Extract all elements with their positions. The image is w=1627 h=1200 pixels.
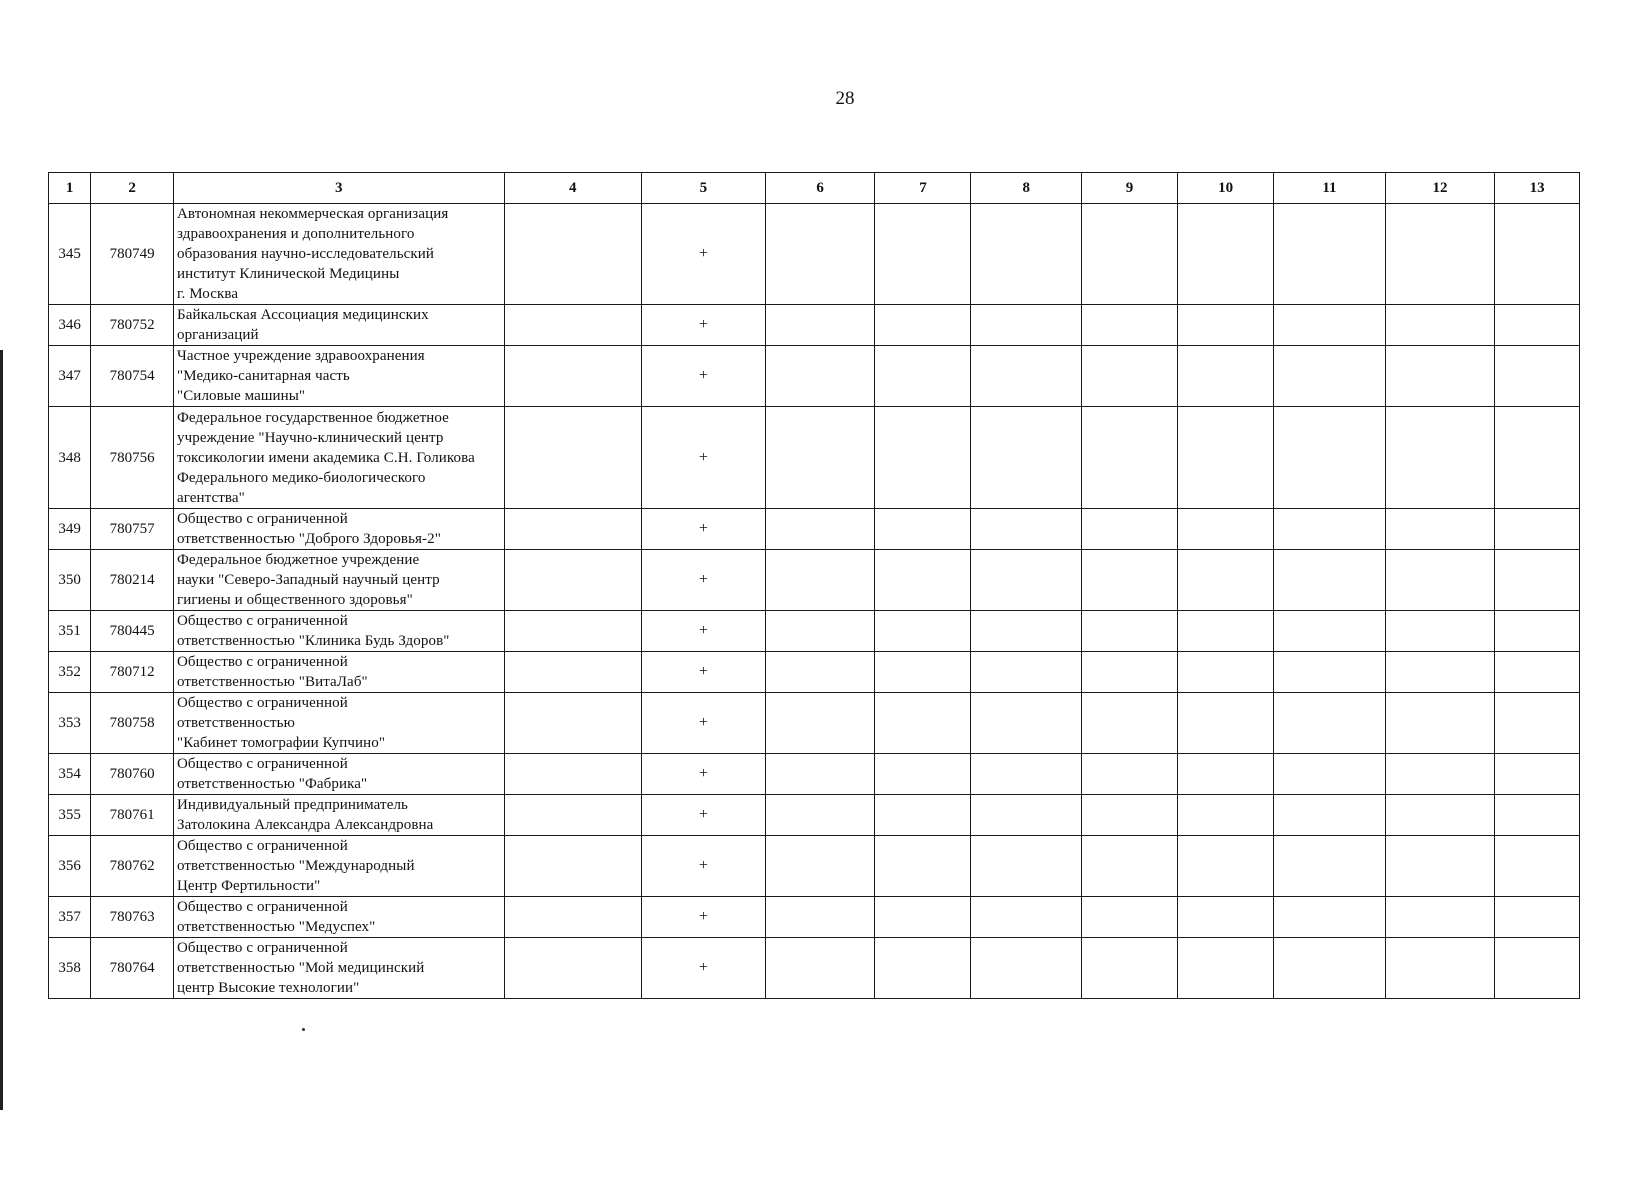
column-8-cell	[971, 407, 1082, 509]
column-13-cell	[1495, 938, 1580, 999]
column-12-cell	[1385, 611, 1495, 652]
column-11-cell	[1274, 204, 1386, 305]
column-10-cell	[1178, 305, 1274, 346]
column-7-cell	[875, 346, 971, 407]
column-12-cell	[1385, 938, 1495, 999]
column-8-cell	[971, 938, 1082, 999]
table-row	[49, 611, 1580, 652]
column-4-cell	[504, 693, 641, 754]
organization-name-cell: Федеральное государственное бюджетное учреждение "Научно-клинический центр токсикологии имени академика С.Н. Голикова Федерального медико-биологического агентства"	[173, 407, 504, 509]
column-4-cell	[504, 611, 641, 652]
column-9-cell	[1082, 836, 1178, 897]
row-code-cell: 780761	[91, 795, 174, 836]
column-12-cell	[1385, 550, 1495, 611]
scan-speck	[302, 1028, 305, 1031]
table-row	[49, 693, 1580, 754]
column-5-mark-cell: +	[641, 897, 765, 938]
table-row	[49, 305, 1580, 346]
column-11-cell	[1274, 550, 1386, 611]
organization-name-cell: Общество с ограниченной ответственностью "Кабинет томографии Купчино"	[173, 693, 504, 754]
column-9-cell	[1082, 550, 1178, 611]
row-code-cell: 780756	[91, 407, 174, 509]
row-number-cell: 349	[49, 509, 91, 550]
column-header-4: 4	[504, 173, 641, 204]
table-row	[49, 795, 1580, 836]
column-9-cell	[1082, 611, 1178, 652]
column-7-cell	[875, 836, 971, 897]
table-row	[49, 346, 1580, 407]
column-5-mark-cell: +	[641, 611, 765, 652]
column-6-cell	[765, 407, 875, 509]
column-header-10: 10	[1178, 173, 1274, 204]
column-8-cell	[971, 305, 1082, 346]
column-10-cell	[1178, 611, 1274, 652]
column-10-cell	[1178, 754, 1274, 795]
column-12-cell	[1385, 305, 1495, 346]
column-13-cell	[1495, 754, 1580, 795]
column-12-cell	[1385, 836, 1495, 897]
table-body	[49, 204, 1580, 999]
column-12-cell	[1385, 693, 1495, 754]
row-number-cell: 348	[49, 407, 91, 509]
column-5-mark-cell: +	[641, 509, 765, 550]
organization-name-cell: Общество с ограниченной ответственностью "Мой медицинский центр Высокие технологии"	[173, 938, 504, 999]
column-4-cell	[504, 652, 641, 693]
organization-name-cell: Автономная некоммерческая организация здравоохранения и дополнительного образования научно-исследовательский институт Клинической Медицины г. Москва	[173, 204, 504, 305]
column-8-cell	[971, 652, 1082, 693]
column-5-mark-cell: +	[641, 550, 765, 611]
column-10-cell	[1178, 550, 1274, 611]
column-6-cell	[765, 938, 875, 999]
row-code-cell: 780762	[91, 836, 174, 897]
column-8-cell	[971, 693, 1082, 754]
row-code-cell: 780763	[91, 897, 174, 938]
organization-name-cell: Общество с ограниченной ответственностью "Медуспех"	[173, 897, 504, 938]
table-row	[49, 754, 1580, 795]
column-4-cell	[504, 305, 641, 346]
column-13-cell	[1495, 346, 1580, 407]
column-4-cell	[504, 795, 641, 836]
row-code-cell: 780760	[91, 754, 174, 795]
column-10-cell	[1178, 509, 1274, 550]
row-number-cell: 353	[49, 693, 91, 754]
column-7-cell	[875, 652, 971, 693]
column-9-cell	[1082, 305, 1178, 346]
column-6-cell	[765, 836, 875, 897]
column-12-cell	[1385, 407, 1495, 509]
organization-name-cell: Общество с ограниченной ответственностью "Клиника Будь Здоров"	[173, 611, 504, 652]
registry-table	[48, 172, 1580, 999]
column-9-cell	[1082, 407, 1178, 509]
column-11-cell	[1274, 754, 1386, 795]
column-header-11: 11	[1274, 173, 1386, 204]
column-8-cell	[971, 836, 1082, 897]
page-number: 28	[835, 88, 855, 109]
column-header-5: 5	[641, 173, 765, 204]
column-9-cell	[1082, 204, 1178, 305]
column-10-cell	[1178, 693, 1274, 754]
row-code-cell: 780754	[91, 346, 174, 407]
table-row	[49, 836, 1580, 897]
table-row	[49, 897, 1580, 938]
column-11-cell	[1274, 652, 1386, 693]
row-number-cell: 358	[49, 938, 91, 999]
column-13-cell	[1495, 204, 1580, 305]
column-9-cell	[1082, 509, 1178, 550]
organization-name-cell: Общество с ограниченной ответственностью "Международный Центр Фертильности"	[173, 836, 504, 897]
organization-name-cell: Байкальская Ассоциация медицинских организаций	[173, 305, 504, 346]
column-12-cell	[1385, 652, 1495, 693]
column-13-cell	[1495, 836, 1580, 897]
column-7-cell	[875, 897, 971, 938]
organization-name-cell: Общество с ограниченной ответственностью "Доброго Здоровья-2"	[173, 509, 504, 550]
column-4-cell	[504, 938, 641, 999]
column-11-cell	[1274, 897, 1386, 938]
column-13-cell	[1495, 795, 1580, 836]
column-4-cell	[504, 897, 641, 938]
column-13-cell	[1495, 611, 1580, 652]
column-9-cell	[1082, 795, 1178, 836]
column-7-cell	[875, 407, 971, 509]
column-7-cell	[875, 204, 971, 305]
column-header-9: 9	[1082, 173, 1178, 204]
column-13-cell	[1495, 550, 1580, 611]
column-10-cell	[1178, 346, 1274, 407]
column-12-cell	[1385, 204, 1495, 305]
column-4-cell	[504, 754, 641, 795]
column-5-mark-cell: +	[641, 795, 765, 836]
column-4-cell	[504, 204, 641, 305]
organization-name-cell: Частное учреждение здравоохранения "Медико-санитарная часть "Силовые машины"	[173, 346, 504, 407]
column-6-cell	[765, 754, 875, 795]
column-7-cell	[875, 693, 971, 754]
column-11-cell	[1274, 509, 1386, 550]
column-9-cell	[1082, 938, 1178, 999]
column-13-cell	[1495, 509, 1580, 550]
column-6-cell	[765, 305, 875, 346]
column-header-1: 1	[49, 173, 91, 204]
row-code-cell: 780214	[91, 550, 174, 611]
column-9-cell	[1082, 693, 1178, 754]
column-8-cell	[971, 550, 1082, 611]
column-6-cell	[765, 897, 875, 938]
column-10-cell	[1178, 938, 1274, 999]
column-7-cell	[875, 509, 971, 550]
column-5-mark-cell: +	[641, 693, 765, 754]
column-6-cell	[765, 693, 875, 754]
column-6-cell	[765, 652, 875, 693]
column-header-3: 3	[173, 173, 504, 204]
column-8-cell	[971, 611, 1082, 652]
column-13-cell	[1495, 652, 1580, 693]
column-8-cell	[971, 795, 1082, 836]
column-8-cell	[971, 509, 1082, 550]
column-12-cell	[1385, 795, 1495, 836]
row-number-cell: 354	[49, 754, 91, 795]
row-code-cell: 780757	[91, 509, 174, 550]
row-code-cell: 780445	[91, 611, 174, 652]
column-9-cell	[1082, 346, 1178, 407]
column-11-cell	[1274, 305, 1386, 346]
column-4-cell	[504, 509, 641, 550]
table-row	[49, 509, 1580, 550]
column-9-cell	[1082, 652, 1178, 693]
column-11-cell	[1274, 795, 1386, 836]
table-row	[49, 204, 1580, 305]
column-7-cell	[875, 550, 971, 611]
column-12-cell	[1385, 346, 1495, 407]
column-7-cell	[875, 611, 971, 652]
column-10-cell	[1178, 407, 1274, 509]
column-7-cell	[875, 795, 971, 836]
row-code-cell: 780764	[91, 938, 174, 999]
row-code-cell: 780752	[91, 305, 174, 346]
column-5-mark-cell: +	[641, 204, 765, 305]
column-6-cell	[765, 795, 875, 836]
column-9-cell	[1082, 754, 1178, 795]
column-10-cell	[1178, 836, 1274, 897]
column-6-cell	[765, 346, 875, 407]
column-6-cell	[765, 550, 875, 611]
header-row	[49, 173, 1580, 204]
column-11-cell	[1274, 836, 1386, 897]
column-5-mark-cell: +	[641, 652, 765, 693]
table-row	[49, 407, 1580, 509]
column-11-cell	[1274, 346, 1386, 407]
column-10-cell	[1178, 897, 1274, 938]
row-number-cell: 346	[49, 305, 91, 346]
column-5-mark-cell: +	[641, 407, 765, 509]
column-12-cell	[1385, 509, 1495, 550]
column-header-7: 7	[875, 173, 971, 204]
column-header-6: 6	[765, 173, 875, 204]
organization-name-cell: Общество с ограниченной ответственностью "Фабрика"	[173, 754, 504, 795]
scan-edge-shadow	[0, 350, 3, 1110]
table-row	[49, 550, 1580, 611]
row-number-cell: 350	[49, 550, 91, 611]
column-13-cell	[1495, 305, 1580, 346]
row-number-cell: 351	[49, 611, 91, 652]
column-11-cell	[1274, 938, 1386, 999]
column-13-cell	[1495, 407, 1580, 509]
table-row	[49, 938, 1580, 999]
table-row	[49, 652, 1580, 693]
column-13-cell	[1495, 693, 1580, 754]
column-7-cell	[875, 305, 971, 346]
row-code-cell: 780758	[91, 693, 174, 754]
column-4-cell	[504, 407, 641, 509]
column-12-cell	[1385, 754, 1495, 795]
column-header-12: 12	[1385, 173, 1495, 204]
column-6-cell	[765, 611, 875, 652]
column-7-cell	[875, 938, 971, 999]
column-header-8: 8	[971, 173, 1082, 204]
column-8-cell	[971, 754, 1082, 795]
row-number-cell: 345	[49, 204, 91, 305]
column-6-cell	[765, 204, 875, 305]
column-12-cell	[1385, 897, 1495, 938]
column-5-mark-cell: +	[641, 754, 765, 795]
column-5-mark-cell: +	[641, 938, 765, 999]
column-5-mark-cell: +	[641, 346, 765, 407]
row-number-cell: 355	[49, 795, 91, 836]
column-11-cell	[1274, 611, 1386, 652]
row-number-cell: 347	[49, 346, 91, 407]
organization-name-cell: Индивидуальный предприниматель Затолокина Александра Александровна	[173, 795, 504, 836]
column-10-cell	[1178, 652, 1274, 693]
column-5-mark-cell: +	[641, 305, 765, 346]
row-code-cell: 780749	[91, 204, 174, 305]
column-10-cell	[1178, 204, 1274, 305]
column-6-cell	[765, 509, 875, 550]
column-8-cell	[971, 897, 1082, 938]
column-9-cell	[1082, 897, 1178, 938]
column-10-cell	[1178, 795, 1274, 836]
column-4-cell	[504, 346, 641, 407]
column-header-13: 13	[1495, 173, 1580, 204]
column-7-cell	[875, 754, 971, 795]
row-number-cell: 357	[49, 897, 91, 938]
column-header-2: 2	[91, 173, 174, 204]
organization-name-cell: Федеральное бюджетное учреждение науки "Северо-Западный научный центр гигиены и общественного здоровья"	[173, 550, 504, 611]
column-5-mark-cell: +	[641, 836, 765, 897]
column-11-cell	[1274, 693, 1386, 754]
row-code-cell: 780712	[91, 652, 174, 693]
column-13-cell	[1495, 897, 1580, 938]
column-4-cell	[504, 550, 641, 611]
column-8-cell	[971, 346, 1082, 407]
column-11-cell	[1274, 407, 1386, 509]
column-4-cell	[504, 836, 641, 897]
row-number-cell: 352	[49, 652, 91, 693]
column-8-cell	[971, 204, 1082, 305]
organization-name-cell: Общество с ограниченной ответственностью "ВитаЛаб"	[173, 652, 504, 693]
row-number-cell: 356	[49, 836, 91, 897]
